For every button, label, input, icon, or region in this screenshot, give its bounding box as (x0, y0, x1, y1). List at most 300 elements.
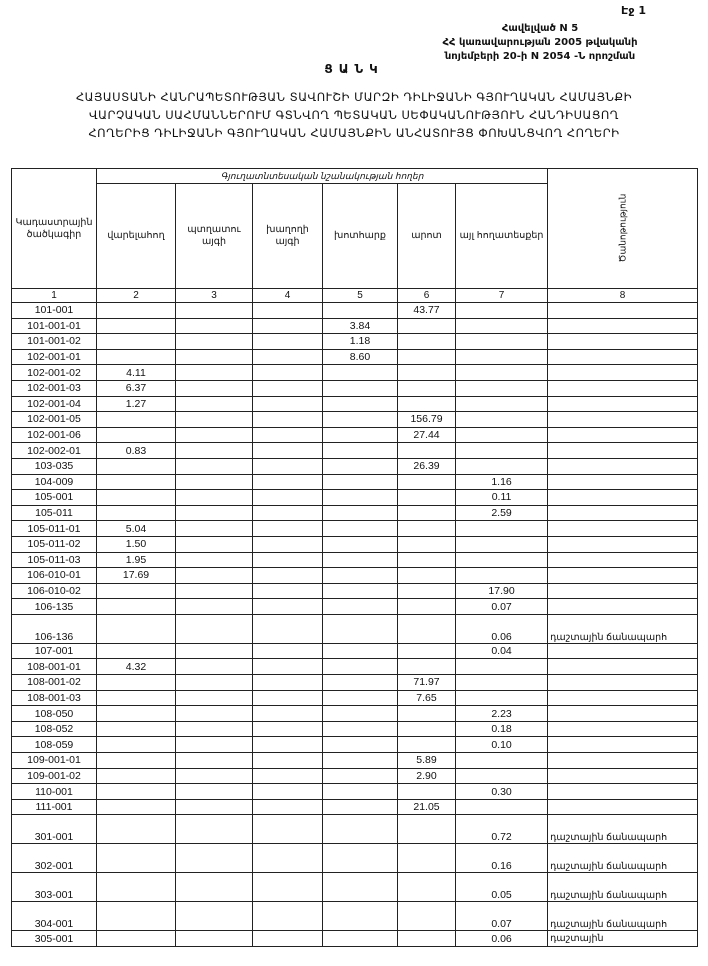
area-cell (456, 521, 548, 537)
area-cell: 5.04 (97, 521, 176, 537)
note-cell (548, 380, 698, 396)
area-cell (323, 599, 398, 615)
table-body (12, 303, 698, 947)
area-cell (456, 380, 548, 396)
area-cell (323, 706, 398, 722)
area-cell (97, 505, 176, 521)
area-cell: 2.59 (456, 505, 548, 521)
page-number: Էջ 1 (621, 4, 646, 17)
note-cell (548, 643, 698, 659)
area-cell (97, 334, 176, 350)
cadastral-code-cell: 102-001-03 (12, 380, 97, 396)
area-cell (253, 873, 323, 902)
area-cell (97, 721, 176, 737)
table-row (12, 412, 698, 428)
cadastral-code-cell: 103-035 (12, 458, 97, 474)
area-cell (398, 815, 456, 844)
column-number: 4 (253, 289, 323, 303)
area-cell (456, 458, 548, 474)
area-cell (323, 737, 398, 753)
cadastral-code-cell: 104-009 (12, 474, 97, 490)
area-cell: 0.18 (456, 721, 548, 737)
area-cell: 0.72 (456, 815, 548, 844)
cadastral-code-cell: 106-010-01 (12, 568, 97, 584)
header-hayfield: խոտհարք (323, 184, 398, 289)
note-cell (548, 737, 698, 753)
area-cell (456, 568, 548, 584)
area-cell: 0.07 (456, 599, 548, 615)
cadastral-code-cell: 108-001-03 (12, 690, 97, 706)
area-cell (398, 490, 456, 506)
table-row (12, 536, 698, 552)
area-cell (398, 568, 456, 584)
area-cell (176, 349, 253, 365)
area-cell (456, 396, 548, 412)
area-cell (323, 583, 398, 599)
area-cell (398, 931, 456, 947)
area-cell (253, 568, 323, 584)
cadastral-code-cell: 106-010-02 (12, 583, 97, 599)
header-pasture: արոտ (398, 184, 456, 289)
area-cell: 4.11 (97, 365, 176, 381)
table-row (12, 552, 698, 568)
area-cell (176, 659, 253, 675)
area-cell: 3.84 (323, 318, 398, 334)
note-cell (548, 505, 698, 521)
table-row (12, 784, 698, 800)
area-cell (176, 396, 253, 412)
area-cell (323, 568, 398, 584)
annex-line-3: նոյեմբերի 20-ի N 2054 -Ն որոշման (444, 51, 636, 62)
annex-line-1: Հավելված N 5 (501, 23, 579, 34)
table-row (12, 583, 698, 599)
area-cell: 1.16 (456, 474, 548, 490)
area-cell: 0.11 (456, 490, 548, 506)
area-cell (456, 799, 548, 815)
area-cell (253, 614, 323, 643)
note-cell (548, 536, 698, 552)
area-cell (253, 737, 323, 753)
area-cell: 1.18 (323, 334, 398, 350)
area-cell (176, 536, 253, 552)
area-cell (398, 536, 456, 552)
area-cell (176, 675, 253, 691)
note-cell (548, 427, 698, 443)
area-cell (97, 614, 176, 643)
area-cell (176, 427, 253, 443)
cadastral-code-cell: 101-001 (12, 303, 97, 319)
area-cell (398, 505, 456, 521)
area-cell (323, 799, 398, 815)
area-cell (323, 458, 398, 474)
area-cell (97, 706, 176, 722)
area-cell (253, 396, 323, 412)
cadastral-code-cell: 102-001-06 (12, 427, 97, 443)
area-cell: 7.65 (398, 690, 456, 706)
area-cell (456, 675, 548, 691)
note-cell: դաշտային ճանապարհ (548, 614, 698, 643)
area-cell (253, 768, 323, 784)
area-cell (456, 659, 548, 675)
area-cell (253, 931, 323, 947)
table-row (12, 643, 698, 659)
cadastral-code-cell: 303-001 (12, 873, 97, 902)
area-cell (97, 318, 176, 334)
table-row (12, 873, 698, 902)
area-cell (323, 675, 398, 691)
area-cell (456, 318, 548, 334)
area-cell: 21.05 (398, 799, 456, 815)
header-note (548, 169, 698, 289)
note-cell (548, 659, 698, 675)
cadastral-code-cell: 304-001 (12, 902, 97, 931)
area-cell (176, 643, 253, 659)
area-cell (176, 380, 253, 396)
area-cell (253, 902, 323, 931)
area-cell (253, 365, 323, 381)
area-cell (176, 458, 253, 474)
area-cell (253, 815, 323, 844)
header-cadastral-code: Կադաստրային ծածկագիր (12, 169, 97, 289)
area-cell (176, 753, 253, 769)
note-cell: դաշտային ճանապարհ (548, 844, 698, 873)
area-cell: 4.32 (97, 659, 176, 675)
document-heading (14, 88, 694, 142)
note-cell (548, 599, 698, 615)
area-cell (456, 690, 548, 706)
area-cell (176, 412, 253, 428)
cadastral-code-cell: 105-011 (12, 505, 97, 521)
table-row (12, 799, 698, 815)
area-cell (323, 536, 398, 552)
area-cell (456, 768, 548, 784)
area-cell (97, 427, 176, 443)
area-cell (323, 690, 398, 706)
area-cell (398, 365, 456, 381)
cadastral-code-cell: 105-011-01 (12, 521, 97, 537)
table-row (12, 568, 698, 584)
note-cell (548, 690, 698, 706)
area-cell (456, 365, 548, 381)
area-cell (323, 412, 398, 428)
cadastral-code-cell: 102-001-04 (12, 396, 97, 412)
cadastral-code-cell: 108-001-02 (12, 675, 97, 691)
table-row (12, 427, 698, 443)
note-cell (548, 318, 698, 334)
cadastral-code-cell: 102-002-01 (12, 443, 97, 459)
table-row (12, 706, 698, 722)
area-cell (97, 583, 176, 599)
area-cell (323, 643, 398, 659)
area-cell (253, 412, 323, 428)
area-cell (398, 396, 456, 412)
area-cell (323, 784, 398, 800)
table-row (12, 458, 698, 474)
area-cell (398, 552, 456, 568)
area-cell (398, 737, 456, 753)
area-cell (253, 490, 323, 506)
note-cell (548, 474, 698, 490)
area-cell (176, 552, 253, 568)
area-cell (253, 721, 323, 737)
column-number: 5 (323, 289, 398, 303)
area-cell (253, 552, 323, 568)
area-cell (176, 303, 253, 319)
area-cell: 0.04 (456, 643, 548, 659)
cadastral-code-cell: 107-001 (12, 643, 97, 659)
table-row (12, 365, 698, 381)
header-orchard: պտղատու այգի (176, 184, 253, 289)
column-number: 2 (97, 289, 176, 303)
note-cell (548, 521, 698, 537)
area-cell: 17.69 (97, 568, 176, 584)
area-cell (323, 659, 398, 675)
land-table (11, 168, 698, 947)
area-cell: 1.50 (97, 536, 176, 552)
area-cell (253, 505, 323, 521)
area-cell (97, 474, 176, 490)
area-cell (323, 380, 398, 396)
area-cell (176, 873, 253, 902)
table-row (12, 753, 698, 769)
note-cell (548, 552, 698, 568)
note-cell (548, 458, 698, 474)
area-cell (253, 427, 323, 443)
area-cell (176, 365, 253, 381)
area-cell (253, 380, 323, 396)
table-row (12, 474, 698, 490)
area-cell (176, 318, 253, 334)
cadastral-code-cell: 105-001 (12, 490, 97, 506)
area-cell (97, 931, 176, 947)
area-cell (253, 334, 323, 350)
cadastral-code-cell: 101-001-02 (12, 334, 97, 350)
header-arable: վարելահող (97, 184, 176, 289)
area-cell (253, 443, 323, 459)
table-row (12, 690, 698, 706)
note-cell (548, 443, 698, 459)
note-cell (548, 490, 698, 506)
area-cell (323, 552, 398, 568)
area-cell (97, 873, 176, 902)
area-cell (456, 536, 548, 552)
table-row (12, 768, 698, 784)
area-cell (456, 753, 548, 769)
area-cell (253, 583, 323, 599)
table-row (12, 380, 698, 396)
table-row (12, 521, 698, 537)
heading-line-2: ՎԱՐՉԱԿԱՆ ՍԱՀՄԱՆՆԵՐՈՒՄ ԳՏՆՎՈՂ ՊԵՏԱԿԱՆ ՍԵՓԱԿԱՆՈՒԹՅՈՒՆ ՀԱՆԴԻՍԱՑՈՂ (89, 108, 619, 122)
area-cell (323, 721, 398, 737)
area-cell (176, 799, 253, 815)
note-cell (548, 721, 698, 737)
area-cell (176, 583, 253, 599)
area-cell (176, 721, 253, 737)
area-cell: 0.06 (456, 931, 548, 947)
area-cell (323, 303, 398, 319)
area-cell (398, 380, 456, 396)
area-cell: 2.90 (398, 768, 456, 784)
table-row (12, 349, 698, 365)
cadastral-code-cell: 108-052 (12, 721, 97, 737)
area-cell: 71.97 (398, 675, 456, 691)
cadastral-code-cell: 109-001-01 (12, 753, 97, 769)
area-cell (253, 643, 323, 659)
area-cell (253, 318, 323, 334)
area-cell (323, 474, 398, 490)
note-cell (548, 568, 698, 584)
area-cell: 17.90 (456, 583, 548, 599)
area-cell (398, 902, 456, 931)
area-cell (398, 318, 456, 334)
area-cell (323, 365, 398, 381)
area-cell (398, 334, 456, 350)
note-cell (548, 784, 698, 800)
area-cell (398, 643, 456, 659)
area-cell: 1.95 (97, 552, 176, 568)
area-cell (176, 490, 253, 506)
area-cell: 0.16 (456, 844, 548, 873)
area-cell (176, 768, 253, 784)
area-cell: 26.39 (398, 458, 456, 474)
area-cell (176, 815, 253, 844)
area-cell (398, 349, 456, 365)
note-cell (548, 349, 698, 365)
area-cell (176, 844, 253, 873)
note-cell (548, 675, 698, 691)
cadastral-code-cell: 101-001-01 (12, 318, 97, 334)
area-cell (398, 583, 456, 599)
area-cell (97, 490, 176, 506)
cadastral-code-cell: 106-136 (12, 614, 97, 643)
area-cell (176, 614, 253, 643)
area-cell (97, 844, 176, 873)
area-cell (176, 443, 253, 459)
column-numbers-row (12, 289, 698, 303)
area-cell (398, 443, 456, 459)
cadastral-code-cell: 301-001 (12, 815, 97, 844)
area-cell (323, 902, 398, 931)
area-cell: 6.37 (97, 380, 176, 396)
header-other-lands: այլ հողատեսքեր (456, 184, 548, 289)
area-cell (398, 844, 456, 873)
area-cell (253, 706, 323, 722)
area-cell (456, 427, 548, 443)
table-row (12, 737, 698, 753)
cadastral-code-cell: 105-011-03 (12, 552, 97, 568)
area-cell (323, 521, 398, 537)
area-cell (398, 614, 456, 643)
area-cell (398, 659, 456, 675)
area-cell (97, 799, 176, 815)
note-cell (548, 768, 698, 784)
area-cell (456, 552, 548, 568)
area-cell (97, 643, 176, 659)
area-cell (253, 784, 323, 800)
note-cell (548, 396, 698, 412)
area-cell (253, 536, 323, 552)
area-cell: 27.44 (398, 427, 456, 443)
column-number: 6 (398, 289, 456, 303)
area-cell (253, 753, 323, 769)
area-cell (253, 599, 323, 615)
area-cell (323, 844, 398, 873)
area-cell (253, 349, 323, 365)
cadastral-code-cell: 108-050 (12, 706, 97, 722)
cadastral-code-cell: 106-135 (12, 599, 97, 615)
note-cell (548, 334, 698, 350)
area-cell (176, 334, 253, 350)
annex-line-2: ՀՀ կառավարության 2005 թվականի (442, 37, 638, 48)
area-cell (398, 873, 456, 902)
area-cell (253, 844, 323, 873)
area-cell (253, 690, 323, 706)
table-row (12, 490, 698, 506)
cadastral-code-cell: 111-001 (12, 799, 97, 815)
area-cell (398, 721, 456, 737)
area-cell (253, 675, 323, 691)
table-row (12, 931, 698, 947)
area-cell: 2.23 (456, 706, 548, 722)
table-row (12, 614, 698, 643)
cadastral-code-cell: 108-059 (12, 737, 97, 753)
area-cell (323, 396, 398, 412)
area-cell (253, 521, 323, 537)
area-cell (176, 784, 253, 800)
area-cell (398, 784, 456, 800)
area-cell (398, 599, 456, 615)
cadastral-code-cell: 305-001 (12, 931, 97, 947)
area-cell (97, 784, 176, 800)
area-cell (323, 614, 398, 643)
area-cell (176, 568, 253, 584)
header-vineyard: խաղողի այգի (253, 184, 323, 289)
area-cell: 43.77 (398, 303, 456, 319)
area-cell (97, 753, 176, 769)
area-cell (176, 902, 253, 931)
note-cell: դաշտային (548, 931, 698, 947)
note-cell: դաշտային ճանապարհ (548, 873, 698, 902)
area-cell (97, 815, 176, 844)
area-cell: 1.27 (97, 396, 176, 412)
area-cell: 0.83 (97, 443, 176, 459)
note-cell: դաշտային ճանապարհ (548, 815, 698, 844)
area-cell: 156.79 (398, 412, 456, 428)
area-cell (398, 521, 456, 537)
area-cell (323, 873, 398, 902)
header-note-label: Ծանոթություն (617, 193, 628, 263)
heading-line-3: ՀՈՂԵՐԻՑ ԴԻԼԻՋԱՆԻ ԳՅՈՒՂԱԿԱՆ ՀԱՄԱՅՆՔԻՆ ԱՆՀԱՏՈՒՅՑ ՓՈԽԱՆՑՎՈՂ ՀՈՂԵՐԻ (88, 126, 620, 140)
area-cell (176, 931, 253, 947)
area-cell: 0.05 (456, 873, 548, 902)
table-row (12, 844, 698, 873)
table-row (12, 505, 698, 521)
area-cell (97, 768, 176, 784)
area-cell (253, 474, 323, 490)
header-agricultural-group: Գյուղատնտեսական նշանակության հողեր (97, 169, 548, 184)
area-cell: 0.30 (456, 784, 548, 800)
note-cell (548, 412, 698, 428)
heading-line-1: ՀԱՅԱՍՏԱՆԻ ՀԱՆՐԱՊԵՏՈՒԹՅԱՆ ՏԱՎՈՒՇԻ ՄԱՐԶԻ ԴԻԼԻՋԱՆԻ ԳՅՈՒՂԱԿԱՆ ՀԱՄԱՅՆՔԻ (75, 90, 633, 104)
area-cell (176, 521, 253, 537)
table-row (12, 599, 698, 615)
area-cell (323, 505, 398, 521)
area-cell (456, 443, 548, 459)
area-cell: 5.89 (398, 753, 456, 769)
note-cell (548, 303, 698, 319)
area-cell (323, 768, 398, 784)
note-cell (548, 706, 698, 722)
